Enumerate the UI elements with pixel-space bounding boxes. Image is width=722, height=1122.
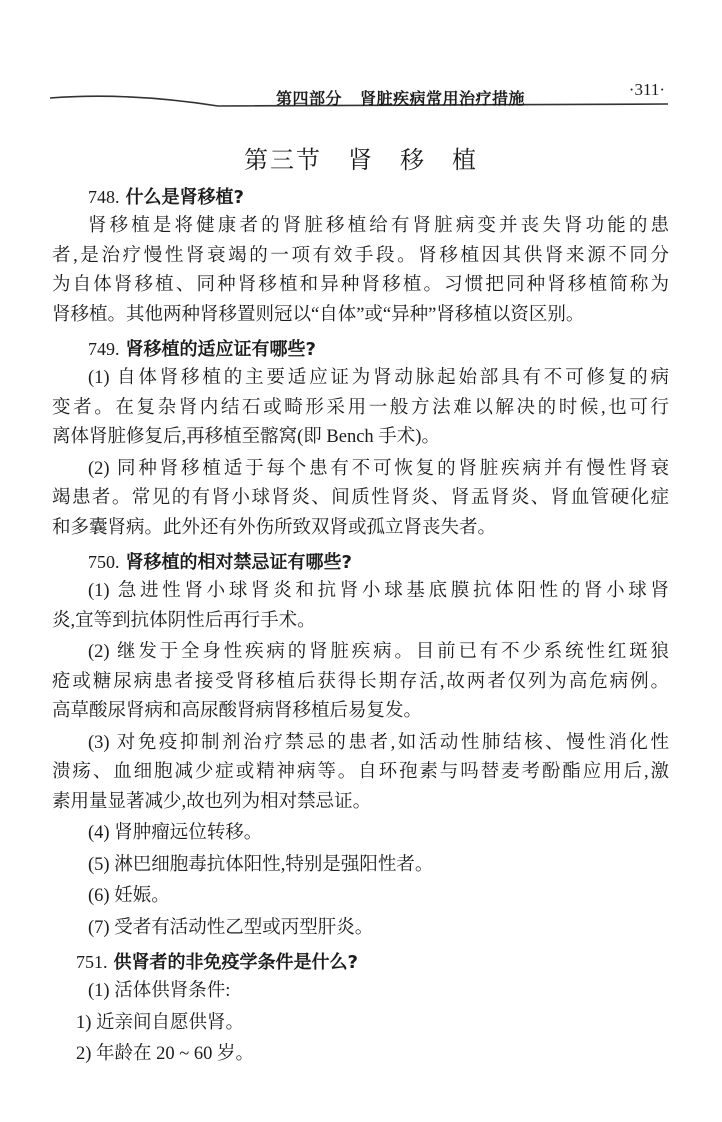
question-number: 750.: [88, 552, 120, 572]
text-line: 肾移植是将健康者的肾脏移植给有肾脏病变并丧失肾功能的患: [88, 216, 669, 236]
question-heading: [52, 182, 669, 212]
page-number: ·311·: [628, 80, 665, 99]
question-heading: [52, 334, 669, 364]
text-line: 高草酸尿肾病和高尿酸肾病肾移植后易复发。: [52, 701, 423, 721]
running-title: [276, 86, 525, 109]
text-line: 1) 近亲间自愿供肾。: [76, 1012, 245, 1033]
text-line: 疮或糖尿病患者接受肾移植后获得长期存活,故两者仅列为高危病例。: [52, 671, 669, 692]
text-line: (4) 肾肿瘤远位转移。: [88, 823, 263, 843]
paragraph: [52, 977, 669, 1007]
paragraph: [52, 882, 669, 912]
text-line: (1) 自体肾移植的主要适应证为肾动脉起始部具有不可修复的病: [88, 368, 669, 388]
running-header: [48, 78, 673, 110]
text-line: 为自体肾移植、同种肾移植和异种肾移植。习惯把同种肾移植简称为: [52, 275, 669, 295]
text-line: 竭患者。常见的有肾小球肾炎、间质性肾炎、肾盂肾炎、肾血管硬化症: [52, 488, 669, 508]
page-body: [52, 178, 669, 1072]
paragraph: [52, 455, 669, 544]
paragraph: [52, 851, 669, 881]
question-number: 751.: [76, 952, 108, 972]
question-heading: [52, 547, 669, 577]
text-line: 离体肾脏修复后,再移植至髂窝(即 Bench 手术)。: [52, 427, 440, 447]
text-line: 素用量显著减少,故也列为相对禁忌证。: [52, 791, 372, 812]
part-title: 肾脏疾病常用治疗措施: [360, 89, 526, 108]
paragraph: [52, 212, 669, 330]
paragraph: [52, 1040, 669, 1070]
text-line: 肾移植。其他两种肾移置则冠以“自体”或“异种”肾移植以资区别。: [52, 304, 585, 325]
text-line: (5) 淋巴细胞毒抗体阳性,特别是强阳性者。: [88, 854, 434, 875]
text-line: 和多囊肾病。此外还有外伤所致双肾或孤立肾丧失者。: [52, 517, 497, 538]
paragraph: [52, 819, 669, 849]
text-line: (3) 对免疫抑制剂治疗禁忌的患者,如活动性肺结核、慢性消化性: [88, 732, 669, 753]
text-line: 溃疡、血细胞减少症或精神病等。自环孢素与吗替麦考酚酯应用后,激: [52, 762, 669, 782]
question-title: 什么是肾移植?: [125, 187, 244, 208]
paragraph: [52, 577, 669, 636]
paragraph: [52, 364, 669, 453]
question-title: 供肾者的非免疫学条件是什么?: [113, 952, 358, 973]
text-line: 者,是治疗慢性肾衰竭的一项有效手段。肾移植因其供肾来源不同分: [52, 245, 669, 266]
paragraph: [52, 729, 669, 818]
paragraph: [52, 638, 669, 727]
text-line: (2) 继发于全身性疾病的肾脏疾病。目前已有不少系统性红斑狼: [88, 642, 669, 662]
text-line: 变者。在复杂肾内结石或畸形采用一般方法难以解决的时候,也可行: [52, 397, 669, 418]
paragraph: [52, 914, 669, 944]
question-title: 肾移植的适应证有哪些?: [125, 339, 316, 360]
text-line: (1) 活体供肾条件:: [88, 981, 231, 1001]
text-line: (6) 妊娠。: [88, 886, 170, 906]
section-title: 第三节 肾 移 植: [244, 146, 478, 174]
question-number: 749.: [88, 339, 120, 359]
question-heading: [52, 947, 669, 977]
paragraph: [52, 1009, 669, 1039]
question-title: 肾移植的相对禁忌证有哪些?: [125, 552, 352, 573]
text-line: (7) 受者有活动性乙型或丙型肝炎。: [88, 917, 374, 938]
text-line: 2) 年龄在 20 ~ 60 岁。: [76, 1044, 255, 1064]
question-number: 748.: [88, 187, 120, 207]
text-line: (1) 急进性肾小球肾炎和抗肾小球基底膜抗体阳性的肾小球肾: [88, 581, 669, 601]
text-line: 炎,宜等到抗体阴性后再行手术。: [52, 610, 316, 631]
part-label: 第四部分: [276, 89, 343, 108]
text-line: (2) 同种肾移植适于每个患有不可恢复的肾脏疾病并有慢性肾衰: [88, 458, 669, 479]
